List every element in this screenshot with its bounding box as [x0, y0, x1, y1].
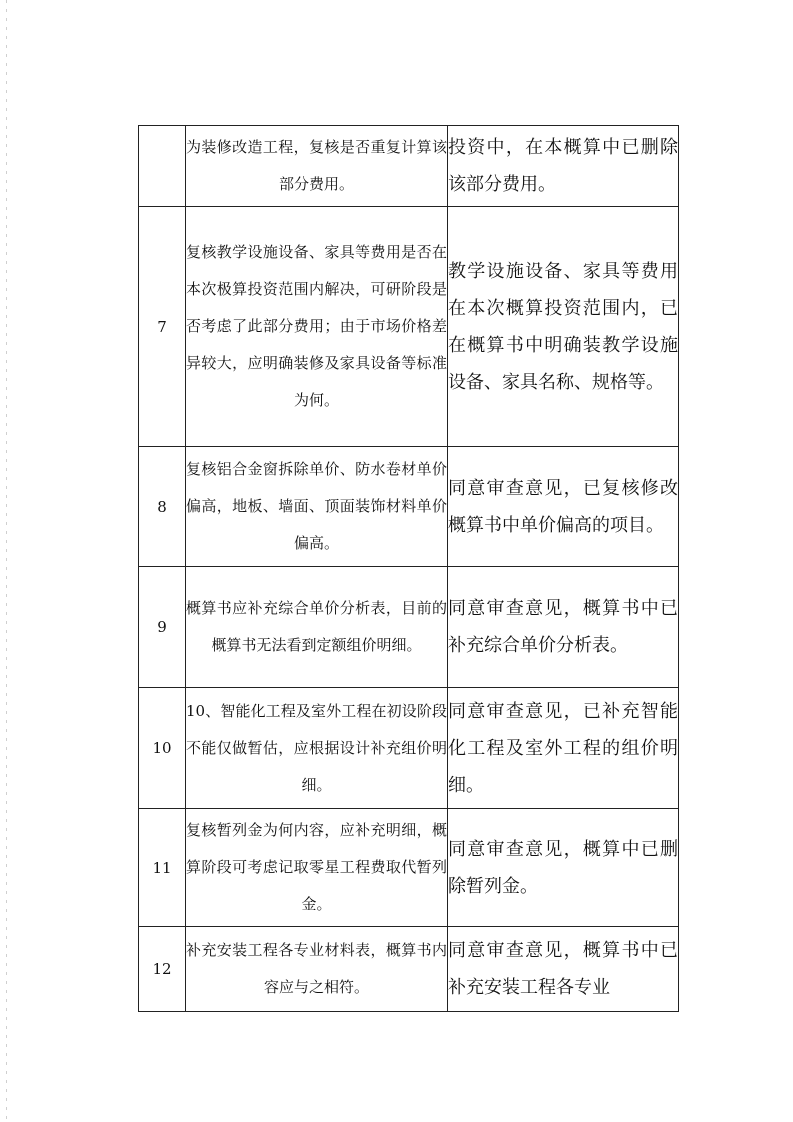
table-row [139, 447, 679, 567]
response-text: 同意审查意见，已补充智能化工程及室外工程的组价明细。 [448, 700, 678, 796]
review-comment-text: 复核铝合金窗拆除单价、防水卷材单价偏高，地板、墙面、顶面装饰材料单价偏高。 [186, 460, 447, 552]
response [448, 688, 679, 809]
review-comment-text: 复核暂列金为何内容，应补充明细，概算阶段可考虑记取零星工程费取代暂列金。 [186, 821, 447, 913]
response [448, 567, 679, 688]
review-comment-text: 概算书应补充综合单价分析表，目前的概算书无法看到定额组价明细。 [186, 599, 447, 654]
table-row [139, 126, 679, 207]
review-comment-text: 补充安装工程各专业材料表，概算书内容应与之相符。 [186, 941, 447, 996]
row-number [139, 126, 186, 207]
response-text: 同意审查意见，概算书中已补充综合单价分析表。 [448, 598, 678, 656]
table-row [139, 567, 679, 688]
row-number: 11 [139, 809, 186, 927]
review-comment-text: 10、智能化工程及室外工程在初设阶段不能仅做暂估，应根据设计补充组价明细。 [186, 701, 447, 794]
row-number: 7 [139, 207, 186, 447]
response-text: 同意审查意见，概算书中已补充安装工程各专业 [448, 940, 678, 998]
table-row [139, 688, 679, 809]
review-comment [186, 927, 448, 1012]
review-comment-text: 为装修改造工程，复核是否重复计算该部分费用。 [186, 138, 447, 193]
row-number: 12 [139, 927, 186, 1012]
table-row [139, 809, 679, 927]
scan-edge-marks [6, 0, 7, 1122]
review-comment [186, 126, 448, 207]
review-comment [186, 809, 448, 927]
response-text: 同意审查意见，已复核修改概算书中单价偏高的项目。 [448, 477, 678, 536]
review-comment [186, 567, 448, 688]
review-comment [186, 207, 448, 447]
response-text: 教学设施设备、家具等费用在本次概算投资范围内，已在概算书中明确装教学设施设备、家具名称、规格等。 [448, 260, 678, 393]
review-comments-table [138, 125, 679, 1012]
response [448, 447, 679, 567]
response-text: 同意审查意见，概算中已删除暂列金。 [448, 838, 678, 897]
response [448, 126, 679, 207]
table-row [139, 207, 679, 447]
review-comment [186, 447, 448, 567]
response [448, 207, 679, 447]
response [448, 927, 679, 1012]
response [448, 809, 679, 927]
table-row [139, 927, 679, 1012]
review-comment-text: 复核教学设施设备、家具等费用是否在本次极算投资范围内解决，可研阶段是否考虑了此部分费用；由于市场价格差异较大，应明确装修及家具设备等标准为何。 [186, 243, 447, 409]
response-text: 投资中，在本概算中已删除该部分费用。 [448, 137, 678, 195]
row-number: 8 [139, 447, 186, 567]
review-comment [186, 688, 448, 809]
row-number: 9 [139, 567, 186, 688]
row-number: 10 [139, 688, 186, 809]
